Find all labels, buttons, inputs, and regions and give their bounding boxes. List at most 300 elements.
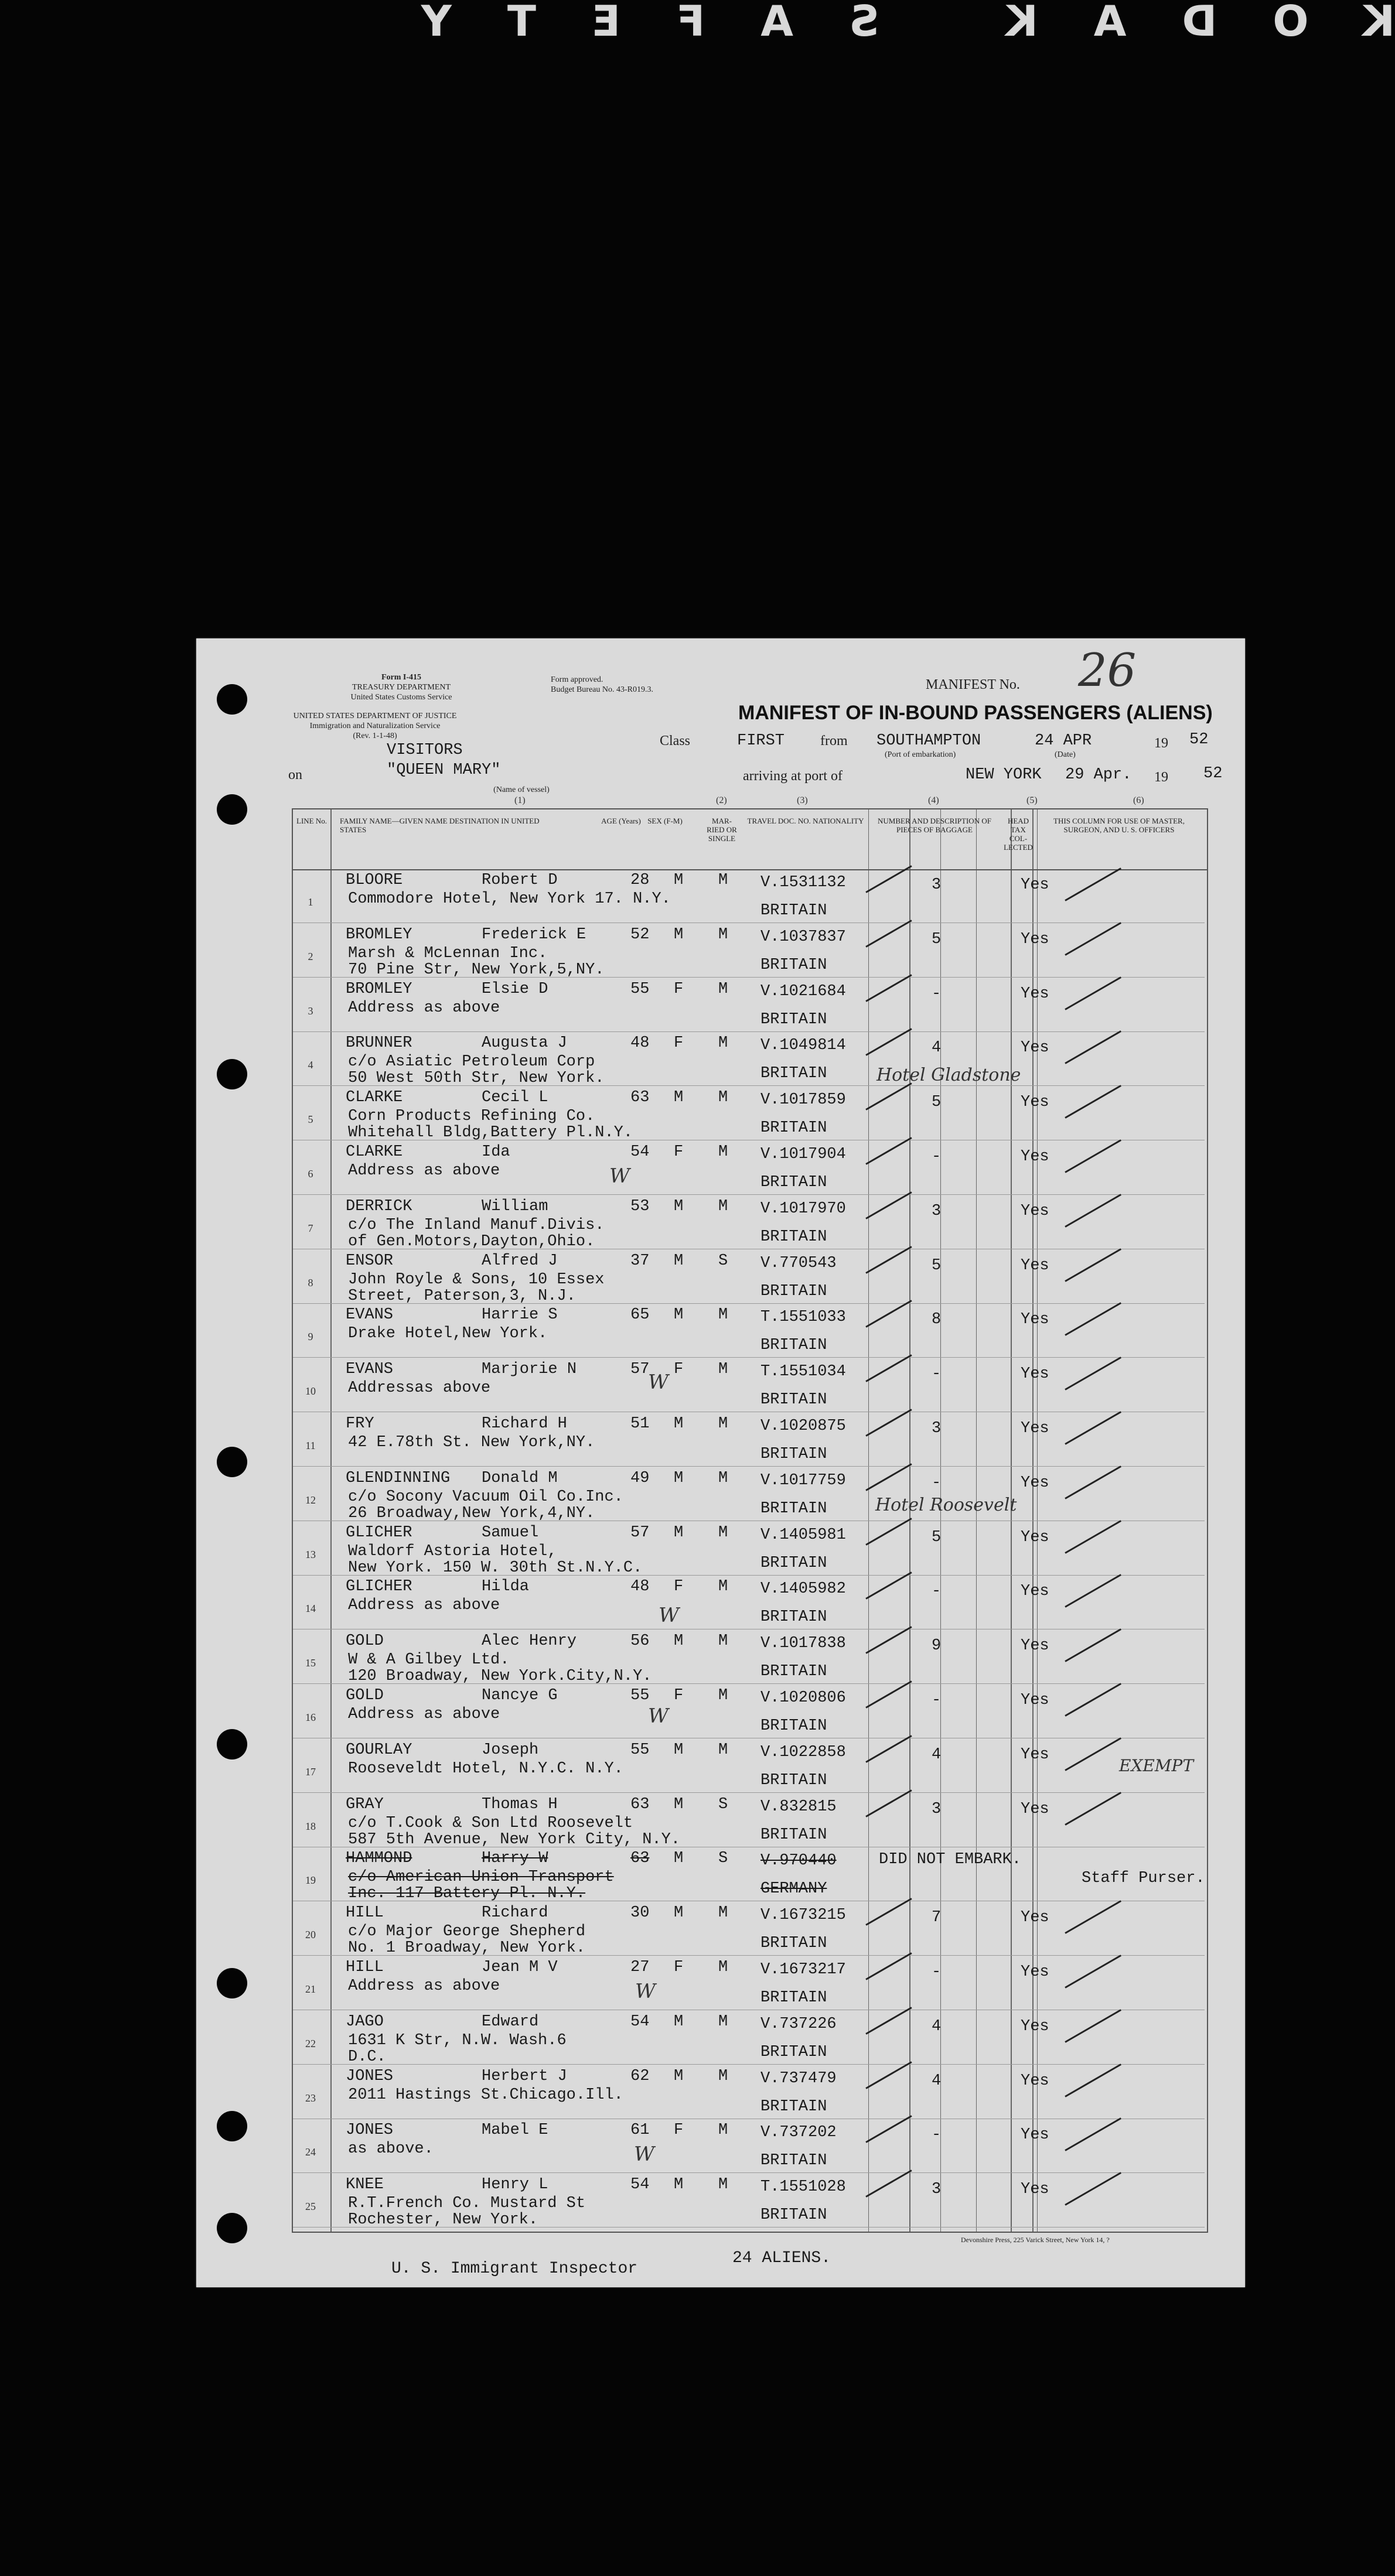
family-name: DERRICK (346, 1198, 412, 1215)
line-number: 7 (308, 1222, 313, 1234)
given-name: Joseph (482, 1741, 539, 1759)
given-name: Robert D (482, 872, 558, 889)
marital-status: M (718, 926, 728, 944)
destination-line-2: Street, Paterson,3, N.J. (348, 1287, 576, 1305)
baggage-count: 5 (932, 931, 942, 948)
marital-status: M (718, 2176, 728, 2194)
travel-doc: T.1551034 (760, 1363, 846, 1381)
sex: F (674, 2121, 684, 2139)
travel-doc: V.1673215 (760, 1907, 846, 1924)
column-number: (6) (1133, 795, 1144, 805)
marital-status: M (718, 1089, 728, 1106)
destination-line-2: 70 Pine Str, New York,5,NY. (348, 961, 605, 979)
family-name: CLARKE (346, 1143, 403, 1161)
travel-doc: V.1017904 (760, 1146, 846, 1163)
family-name: JAGO (346, 2013, 384, 2031)
punch-hole (217, 1059, 247, 1089)
line-number: 6 (308, 1168, 313, 1180)
line-number: 19 (305, 1874, 316, 1886)
travel-doc: V.1021684 (760, 983, 846, 1000)
row-separator (293, 2064, 1205, 2065)
sex: F (674, 1687, 684, 1704)
given-name: Hilda (482, 1578, 530, 1596)
destination-line-1: as above. (348, 2140, 434, 2158)
destination-line-1: Commodore Hotel, New York 17. N.Y. (348, 890, 671, 908)
column-number: (2) (716, 795, 727, 805)
year-1: 52 (1189, 731, 1209, 749)
age: 53 (630, 1198, 650, 1215)
from-label: from (820, 733, 848, 749)
date-label: (Date) (1055, 750, 1076, 759)
budget-bureau: Budget Bureau No. 43-R019.3. (551, 685, 653, 694)
row-separator (293, 1357, 1205, 1358)
line-number: 16 (305, 1711, 316, 1723)
given-name: Edward (482, 2013, 539, 2031)
head-tax: Yes (1021, 931, 1049, 948)
age: 57 (630, 1361, 650, 1378)
nationality: BRITAIN (760, 2098, 827, 2116)
destination-line-2: Inc. 117 Battery Pl. N.Y. (348, 1885, 586, 1902)
year-prefix-2: 19 (1154, 770, 1168, 785)
sex: M (674, 1904, 684, 1922)
baggage-count: 3 (932, 1202, 942, 1220)
immigrant-inspector-label: U. S. Immigrant Inspector (391, 2260, 638, 2278)
head-tax: Yes (1021, 1094, 1049, 1111)
age: 61 (630, 2121, 650, 2139)
marital-status: M (718, 1415, 728, 1433)
nationality: BRITAIN (760, 1283, 827, 1300)
destination-line-1: 2011 Hastings St.Chicago.Ill. (348, 2086, 623, 2104)
line-number: 3 (308, 1005, 313, 1017)
destination-line-2: of Gen.Motors,Dayton,Ohio. (348, 1233, 595, 1251)
family-name: ENSOR (346, 1252, 394, 1270)
punch-hole (217, 1968, 247, 1998)
nationality: BRITAIN (760, 1228, 827, 1246)
nationality: BRITAIN (760, 1663, 827, 1680)
line-number: 24 (305, 2146, 316, 2158)
column-header-headtax: HEAD TAX COL-LECTED (1004, 816, 1033, 852)
family-name: EVANS (346, 1306, 394, 1324)
given-name: William (482, 1198, 548, 1215)
age: 57 (630, 1524, 650, 1542)
travel-doc: V.1017970 (760, 1200, 846, 1218)
marital-status: M (718, 1741, 728, 1759)
manifest-number: 26 (1078, 644, 1137, 697)
family-name: CLARKE (346, 1089, 403, 1106)
line-number: 25 (305, 2201, 316, 2212)
marital-status: M (718, 1034, 728, 1052)
line-number: 12 (305, 1494, 316, 1506)
given-name: Nancye G (482, 1687, 558, 1704)
staff-purser: Staff Purser. (1082, 1870, 1205, 1887)
travel-doc: V.1405982 (760, 1580, 846, 1598)
line-number: 17 (305, 1766, 316, 1778)
nationality: BRITAIN (760, 1446, 827, 1463)
sex: F (674, 1034, 684, 1052)
destination-line-1: Address as above (348, 1706, 500, 1723)
nationality: BRITAIN (760, 1391, 827, 1409)
baggage-count: - (932, 1148, 942, 1166)
sex: F (674, 1959, 684, 1976)
travel-doc: T.1551028 (760, 2178, 846, 2196)
destination-line-1: Address as above (348, 1977, 500, 1995)
column-header-sex: SEX (F-M) (647, 816, 683, 825)
head-tax: Yes (1021, 1365, 1049, 1383)
travel-doc: V.1037837 (760, 928, 846, 946)
sex: M (674, 1198, 684, 1215)
column-number: (5) (1026, 795, 1038, 805)
nationality: BRITAIN (760, 1119, 827, 1137)
head-tax: Yes (1021, 876, 1049, 894)
family-name: HAMMOND (346, 1850, 412, 1867)
ins-service: Immigration and Naturalization Service (309, 722, 441, 730)
marital-status: M (718, 1578, 728, 1596)
baggage-count: 4 (932, 1039, 942, 1057)
form-approved: Form approved. (551, 675, 603, 684)
nationality: BRITAIN (760, 956, 827, 974)
marital-status: M (718, 1198, 728, 1215)
family-name: BLOORE (346, 872, 403, 889)
family-name: FRY (346, 1415, 374, 1433)
column-header-name: FAMILY NAME—GIVEN NAME DESTINATION IN UNITED STATES (340, 816, 540, 834)
given-name: Herbert J (482, 2068, 567, 2085)
destination-line-2: Rochester, New York. (348, 2211, 538, 2229)
given-name: Thomas H (482, 1796, 558, 1813)
punch-hole (217, 684, 247, 715)
given-name: Mabel E (482, 2121, 548, 2139)
column-number: (3) (797, 795, 808, 805)
family-name: GRAY (346, 1796, 384, 1813)
hotel-roosevelt-note: Hotel Roosevelt (875, 1495, 1017, 1515)
year-2: 52 (1203, 765, 1223, 783)
baggage-count: 3 (932, 1420, 942, 1437)
family-name: JONES (346, 2068, 394, 2085)
family-name: GLENDINNING (346, 1470, 451, 1487)
column-number: (4) (928, 795, 939, 805)
age: 55 (630, 1741, 650, 1759)
nationality: GERMANY (760, 1880, 827, 1898)
nationality: BRITAIN (760, 2152, 827, 2170)
line-number: 21 (305, 1983, 316, 1995)
head-tax: Yes (1021, 1529, 1049, 1546)
destination-line-1: Marsh & McLennan Inc. (348, 945, 548, 962)
travel-doc: V.737226 (760, 2015, 837, 2033)
year-prefix-1: 19 (1154, 736, 1168, 751)
family-name: GLICHER (346, 1578, 412, 1596)
travel-doc: V.1531132 (760, 874, 846, 891)
sex: F (674, 1361, 684, 1378)
head-tax: Yes (1021, 1257, 1049, 1275)
sex: M (674, 1089, 684, 1106)
marital-status: M (718, 1687, 728, 1704)
destination-line-1: c/o The Inland Manuf.Divis. (348, 1217, 605, 1234)
travel-doc: V.832815 (760, 1798, 837, 1816)
destination-line-1: John Royle & Sons, 10 Essex (348, 1271, 605, 1289)
sex: F (674, 980, 684, 998)
given-name: Harry W (482, 1850, 548, 1867)
nationality: BRITAIN (760, 1065, 827, 1082)
date-value: 24 APR (1035, 732, 1092, 750)
destination-line-1: Address as above (348, 1162, 500, 1180)
family-name: EVANS (346, 1361, 394, 1378)
initial-w: W (635, 1980, 656, 2003)
nationality: BRITAIN (760, 1555, 827, 1572)
column-header-line: LINE No. (296, 816, 327, 825)
nationality: BRITAIN (760, 1826, 827, 1844)
given-name: Marjorie N (482, 1361, 577, 1378)
destination-line-2: 120 Broadway, New York.City,N.Y. (348, 1668, 652, 1685)
destination-line-1: Addressas above (348, 1379, 491, 1397)
justice-header (287, 711, 463, 741)
line-number: 1 (308, 896, 313, 908)
travel-doc: V.1405981 (760, 1526, 846, 1544)
baggage-count: 8 (932, 1311, 942, 1328)
sex: M (674, 1306, 684, 1324)
family-name: GLICHER (346, 1524, 412, 1542)
travel-doc: V.1022858 (760, 1744, 846, 1761)
marital-status: M (718, 2013, 728, 2031)
head-tax: Yes (1021, 1039, 1049, 1057)
punch-hole (217, 1447, 247, 1477)
age: 63 (630, 1796, 650, 1813)
travel-doc: V.1673217 (760, 1961, 846, 1979)
given-name: Donald M (482, 1470, 558, 1487)
nationality: BRITAIN (760, 1011, 827, 1029)
head-tax: Yes (1021, 1692, 1049, 1709)
initial-w: W (648, 1704, 668, 1728)
age: 48 (630, 1034, 650, 1052)
head-tax: Yes (1021, 1420, 1049, 1437)
given-name: Henry L (482, 2176, 548, 2194)
line-number: 20 (305, 1929, 316, 1940)
column-header-married: MAR-RIED OR SINGLE (707, 816, 737, 843)
head-tax: Yes (1021, 985, 1049, 1003)
row-separator (293, 1792, 1205, 1793)
head-tax: Yes (1021, 1202, 1049, 1220)
baggage-count: 4 (932, 2072, 942, 2090)
initial-w: W (634, 2143, 654, 2166)
family-name: BROMLEY (346, 926, 412, 944)
printer-imprint: Devonshire Press, 225 Varick Street, New York 14, ? (961, 2236, 1110, 2244)
punch-hole (217, 1729, 247, 1760)
baggage-count: - (932, 1963, 942, 1981)
baggage-count: 7 (932, 1909, 942, 1926)
age: 63 (630, 1850, 650, 1867)
age: 54 (630, 2013, 650, 2031)
class-label: Class (660, 733, 691, 749)
baggage-count: 5 (932, 1529, 942, 1546)
head-tax: Yes (1021, 1474, 1049, 1492)
baggage-count: 3 (932, 1801, 942, 1818)
punch-hole (217, 794, 247, 825)
column-header-baggage: NUMBER AND DESCRIPTION OF PIECES OF BAGGAGE (878, 816, 991, 834)
age: 56 (630, 1632, 650, 1650)
destination-line-1: R.T.French Co. Mustard St (348, 2195, 586, 2212)
marital-status: S (718, 1796, 728, 1813)
age: 54 (630, 2176, 650, 2194)
column-number: (1) (514, 795, 526, 805)
age: 28 (630, 872, 650, 889)
row-separator (293, 2172, 1205, 2173)
destination-line-1: c/o Socony Vacuum Oil Co.Inc. (348, 1488, 623, 1506)
visitors-label: VISITORS (387, 742, 463, 759)
travel-doc: V.737479 (760, 2070, 837, 2088)
marital-status: M (718, 1904, 728, 1922)
travel-doc: V.1017759 (760, 1472, 846, 1489)
row-separator (293, 1031, 1205, 1032)
baggage-count: 9 (932, 1637, 942, 1655)
line-number: 13 (305, 1549, 316, 1560)
baggage-count: 4 (932, 1746, 942, 1764)
sex: M (674, 1741, 684, 1759)
customs-service: United States Customs Service (350, 693, 452, 702)
head-tax: Yes (1021, 1637, 1049, 1655)
destination-line-1: W & A Gilbey Ltd. (348, 1651, 510, 1669)
line-number: 15 (305, 1657, 316, 1669)
budget-approval (551, 675, 680, 695)
given-name: Samuel (482, 1524, 539, 1542)
age: 52 (630, 926, 650, 944)
head-tax: Yes (1021, 1909, 1049, 1926)
head-tax: Yes (1021, 2018, 1049, 2035)
destination-line-1: c/o Major George Shepherd (348, 1923, 586, 1940)
sex: F (674, 1578, 684, 1596)
family-name: JONES (346, 2121, 394, 2139)
given-name: Cecil L (482, 1089, 548, 1106)
destination-line-2: D.C. (348, 2048, 386, 2066)
punch-hole (217, 2111, 247, 2141)
sex: M (674, 1415, 684, 1433)
travel-doc: V.1017859 (760, 1091, 846, 1109)
marital-status: S (718, 1252, 728, 1270)
travel-doc: V.1049814 (760, 1037, 846, 1054)
destination-line-1: c/o Asiatic Petroleum Corp (348, 1053, 595, 1071)
baggage-count: 5 (932, 1257, 942, 1275)
nationality: BRITAIN (760, 1772, 827, 1789)
form-number: Form I-415 (381, 673, 422, 682)
sex: M (674, 926, 684, 944)
destination-line-1: Rooseveldt Hotel, N.Y.C. N.Y. (348, 1760, 623, 1778)
nationality: BRITAIN (760, 1337, 827, 1354)
class-value: FIRST (737, 732, 785, 750)
age: 48 (630, 1578, 650, 1596)
marital-status: M (718, 1470, 728, 1487)
baggage-count: 5 (932, 1094, 942, 1111)
nationality: BRITAIN (760, 1500, 827, 1518)
did-not-embark: DID NOT EMBARK. (879, 1851, 1022, 1868)
line-number: 23 (305, 2092, 316, 2104)
family-name: BROMLEY (346, 980, 412, 998)
line-number: 4 (308, 1059, 313, 1071)
given-name: Augusta J (482, 1034, 567, 1052)
head-tax: Yes (1021, 1148, 1049, 1166)
marital-status: M (718, 2121, 728, 2139)
baggage-count: 3 (932, 876, 942, 894)
head-tax: Yes (1021, 1746, 1049, 1764)
age: 51 (630, 1415, 650, 1433)
travel-doc: V.970440 (760, 1852, 837, 1870)
destination-line-2: 50 West 50th Str, New York. (348, 1070, 605, 1087)
given-name: Alfred J (482, 1252, 558, 1270)
on-label: on (288, 767, 302, 783)
travel-doc: V.1017838 (760, 1635, 846, 1652)
hotel-gladstone-note: Hotel Gladstone (876, 1065, 1021, 1085)
destination-line-1: 42 E.78th St. New York,NY. (348, 1434, 595, 1451)
destination-line-1: Address as above (348, 999, 500, 1017)
destination-line-1: c/o T.Cook & Son Ltd Roosevelt (348, 1815, 633, 1832)
head-tax: Yes (1021, 1583, 1049, 1600)
sex: M (674, 2176, 684, 2194)
head-tax: Yes (1021, 2072, 1049, 2090)
given-name: Frederick E (482, 926, 586, 944)
column-header-travel: TRAVEL DOC. NO. NATIONALITY (747, 816, 864, 825)
destination-line-1: Waldorf Astoria Hotel, (348, 1543, 557, 1560)
family-name: HILL (346, 1904, 384, 1922)
family-name: GOLD (346, 1687, 384, 1704)
family-name: GOLD (346, 1632, 384, 1650)
sex: F (674, 1143, 684, 1161)
vessel-name: "QUEEN MARY" (387, 761, 501, 779)
initial-w: W (659, 1604, 679, 1627)
nationality: BRITAIN (760, 2206, 827, 2224)
given-name: Richard H (482, 1415, 567, 1433)
baggage-count: - (932, 1365, 942, 1383)
destination-line-1: c/o American Union Transport (348, 1868, 614, 1886)
baggage-count: 3 (932, 2181, 942, 2198)
destination-line-2: 587 5th Avenue, New York City, N.Y. (348, 1831, 681, 1849)
line-number: 2 (308, 951, 313, 962)
nationality: BRITAIN (760, 2044, 827, 2061)
form-agency-header (328, 672, 475, 702)
baggage-count: - (932, 2126, 942, 2144)
given-name: Elsie D (482, 980, 548, 998)
treasury-department: TREASURY DEPARTMENT (352, 683, 451, 692)
given-name: Ida (482, 1143, 510, 1161)
nationality: BRITAIN (760, 1989, 827, 2007)
head-tax: Yes (1021, 1963, 1049, 1981)
destination-line-1: Drake Hotel,New York. (348, 1325, 548, 1342)
destination-line-1: Address as above (348, 1597, 500, 1614)
head-tax: Yes (1021, 2126, 1049, 2144)
marital-status: M (718, 1306, 728, 1324)
marital-status: M (718, 1524, 728, 1542)
destination-line-1: 1631 K Str, N.W. Wash.6 (348, 2032, 567, 2049)
punch-hole (217, 2213, 247, 2243)
head-tax: Yes (1021, 2181, 1049, 2198)
film-edge-marking: KODAK SAFETY (365, 0, 1395, 46)
marital-status: M (718, 980, 728, 998)
exempt-note: EXEMPT (1119, 1756, 1193, 1775)
aliens-count: 24 ALIENS. (732, 2249, 831, 2267)
destination-line-2: Whitehall Bldg,Battery Pl.N.Y. (348, 1124, 633, 1142)
line-number: 10 (305, 1385, 316, 1397)
sex: M (674, 1470, 684, 1487)
column-header-officers: THIS COLUMN FOR USE OF MASTER, SURGEON, AND U. S. OFFICERS (1053, 816, 1185, 834)
justice-department: UNITED STATES DEPARTMENT OF JUSTICE (293, 712, 457, 720)
nationality: BRITAIN (760, 1174, 827, 1191)
family-name: GOURLAY (346, 1741, 412, 1759)
sex: M (674, 2013, 684, 2031)
line-number: 9 (308, 1331, 313, 1342)
sex: M (674, 1252, 684, 1270)
sex: M (674, 1524, 684, 1542)
age: 55 (630, 1687, 650, 1704)
family-name: HILL (346, 1959, 384, 1976)
age: 63 (630, 1089, 650, 1106)
marital-status: M (718, 1959, 728, 1976)
arriving-label: arriving at port of (743, 768, 843, 784)
head-tax: Yes (1021, 1311, 1049, 1328)
